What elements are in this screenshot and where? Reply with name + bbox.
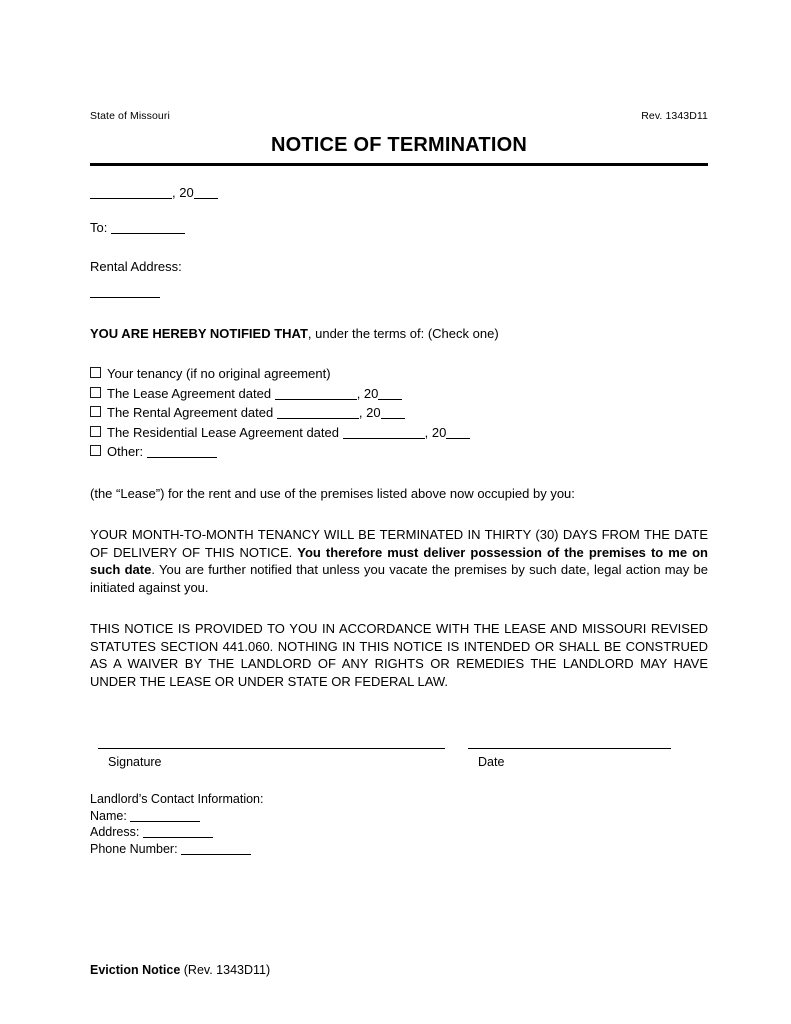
- checkbox-label: The Residential Lease Agreement dated: [107, 424, 339, 440]
- footer-title: Eviction Notice: [90, 963, 181, 977]
- contact-address-row: [90, 824, 708, 841]
- checkbox-icon[interactable]: [90, 426, 101, 437]
- notified-bold-lead: YOU ARE HEREBY NOTIFIED THAT: [90, 326, 308, 341]
- contact-name-row: [90, 808, 708, 825]
- checkbox-label: Your tenancy (if no original agreement): [107, 366, 331, 381]
- date-field-row: [90, 183, 708, 202]
- notified-rest: , under the terms of: (Check one): [307, 326, 499, 341]
- page-title: NOTICE OF TERMINATION: [270, 134, 528, 156]
- state-line: State of Missouri: [90, 110, 170, 122]
- checkbox-label: The Lease Agreement dated: [107, 385, 272, 401]
- checkbox-label: The Rental Agreement dated: [107, 405, 274, 420]
- landlord-contact-block: [90, 792, 708, 857]
- contact-heading: Landlord’s Contact Information:: [90, 792, 264, 806]
- agreement-type-checklist: [90, 364, 708, 462]
- checkbox-icon[interactable]: [90, 387, 101, 398]
- termination-part2: . You are further notified that unless you vacate the premises by such date, legal action may be initiated against you.: [90, 562, 709, 595]
- date-caption: Date: [478, 755, 505, 769]
- notified-statement: [90, 324, 708, 343]
- contact-name-label: Name:: [90, 808, 127, 823]
- date-blank-input[interactable]: [90, 185, 172, 199]
- termination-paragraph: [90, 526, 708, 596]
- date-year-input[interactable]: [194, 185, 218, 199]
- termination-bold: You therefore must deliver possession of the premises to me on such date: [90, 544, 708, 577]
- checkbox-label: Other:: [107, 444, 144, 459]
- to-blank-input[interactable]: [111, 220, 185, 234]
- signature-block: [90, 748, 708, 782]
- contact-phone-input[interactable]: [181, 841, 251, 855]
- footer-revision: (Rev. 1343D11): [180, 963, 271, 977]
- lease-year-prefix: , 20: [356, 385, 379, 401]
- statute-paragraph: THIS NOTICE IS PROVIDED TO YOU IN ACCORDANCE WITH THE LEASE AND MISSOURI REVISED STATUTES SECTION 441.060. NOTHING IN THIS NOTICE IS INTENDED OR SHALL BE CONSTRUED AS A WAIVER BY THE LANDLORD OF ANY RIGHTS OR REMEDIES THE LANDLORD MAY HAVE UNDER THE LEASE OR UNDER STATE OR FEDERAL LAW.: [90, 621, 708, 689]
- signature-line[interactable]: [98, 748, 445, 749]
- residential-year-prefix: , 20: [424, 424, 447, 440]
- rental-address-label: Rental Address:: [90, 259, 182, 274]
- checkbox-icon[interactable]: [90, 406, 101, 417]
- rental-date-input[interactable]: [277, 405, 359, 419]
- checkbox-icon[interactable]: [90, 367, 101, 378]
- rental-year-input[interactable]: [381, 405, 405, 419]
- document-content: [90, 110, 708, 857]
- contact-address-input[interactable]: [143, 824, 213, 838]
- residential-date-input[interactable]: [343, 425, 425, 439]
- checkbox-row-lease-agreement[interactable]: [90, 384, 708, 404]
- checkbox-icon[interactable]: [90, 445, 101, 456]
- rental-address-row: [90, 283, 708, 301]
- lease-definition-line: (the “Lease”) for the rent and use of the premises listed above now occupied by you:: [90, 485, 575, 501]
- to-label: To:: [90, 220, 108, 235]
- contact-name-input[interactable]: [130, 808, 200, 822]
- residential-year-input[interactable]: [446, 425, 470, 439]
- contact-address-label: Address:: [90, 825, 140, 839]
- signature-caption: Signature: [108, 755, 162, 769]
- other-input[interactable]: [147, 444, 217, 458]
- checkbox-row-rental-agreement[interactable]: [90, 403, 708, 423]
- date-line[interactable]: [468, 748, 671, 749]
- lease-year-input[interactable]: [378, 386, 402, 400]
- document-header: [90, 110, 708, 123]
- to-field-row: [90, 217, 708, 239]
- revision-code: Rev. 1343D11: [641, 110, 708, 122]
- title-divider: [90, 163, 708, 166]
- rental-address-input[interactable]: [90, 284, 160, 298]
- lease-date-input[interactable]: [275, 386, 357, 400]
- date-year-prefix: , 20: [172, 185, 194, 200]
- contact-phone-label: Phone Number:: [90, 841, 178, 856]
- checkbox-row-residential-lease-agreement[interactable]: [90, 423, 708, 443]
- contact-phone-row: [90, 841, 708, 858]
- checkbox-row-other[interactable]: [90, 442, 708, 462]
- termination-part1: YOUR MONTH-TO-MONTH TENANCY WILL BE TERMINATED IN THIRTY (30) DAYS FROM THE DATE OF DELIVERY OF THIS NOTICE.: [90, 527, 708, 560]
- checkbox-row-tenancy[interactable]: [90, 364, 708, 384]
- document-footer: [90, 962, 270, 978]
- rental-year-prefix: , 20: [358, 405, 381, 420]
